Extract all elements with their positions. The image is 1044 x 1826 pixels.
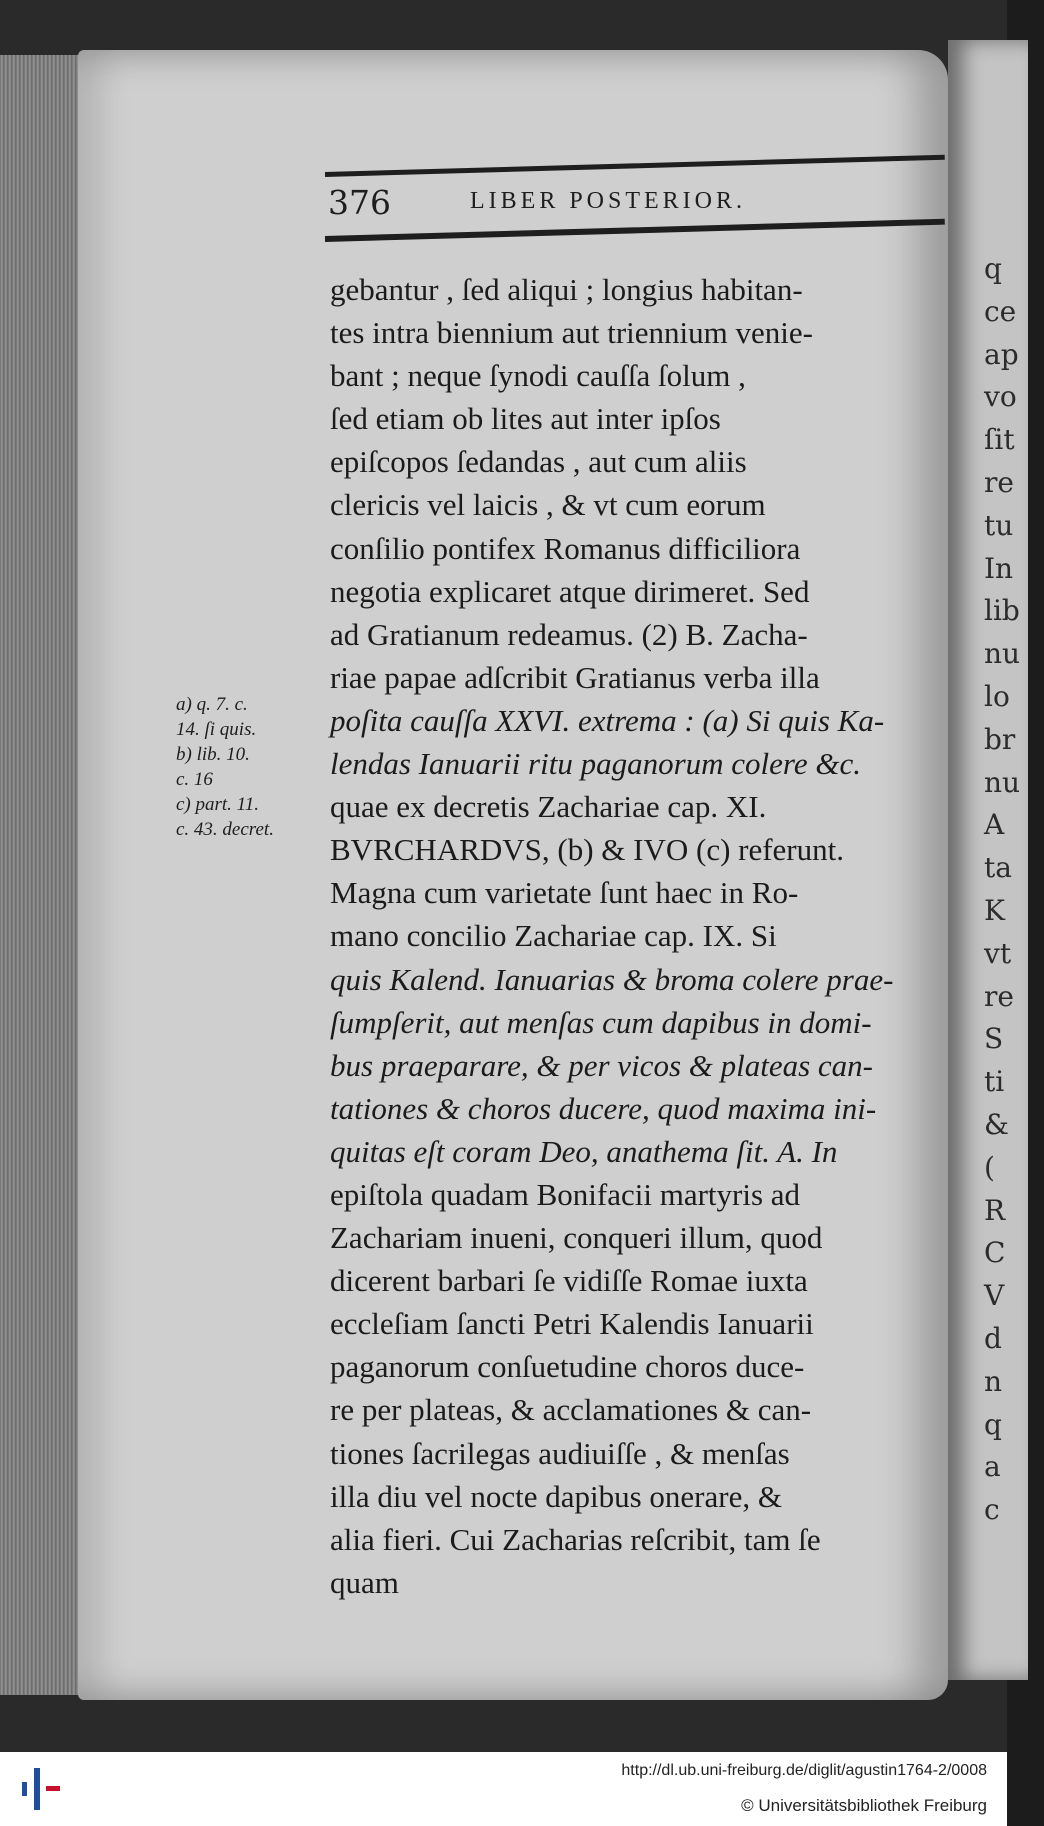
facing-page-fragment: ( xyxy=(984,1150,995,1184)
text-line: quam xyxy=(330,1564,399,1600)
viewer-footer xyxy=(0,1752,1007,1826)
text-line: tes intra biennium aut triennium venie- xyxy=(330,315,813,351)
text-line: clericis vel laicis , & vt cum eorum xyxy=(330,487,766,523)
text-line: quae ex decretis Zachariae cap. XI. xyxy=(330,789,767,825)
facing-page-fragment: d xyxy=(984,1322,1002,1355)
text-line: gebantur , ſed aliqui ; longius habitan- xyxy=(330,272,803,307)
facing-page-fragment: a xyxy=(984,1450,1001,1484)
facing-page-fragment: q xyxy=(984,252,1002,285)
margin-note: c. 43. decret. xyxy=(176,819,274,840)
text-line: ſed etiam ob lites aut inter ipſos xyxy=(330,401,721,437)
logo-bar-blue xyxy=(34,1768,40,1810)
facing-page-fragment: re xyxy=(984,466,1014,499)
facing-page-fragment: lo xyxy=(984,680,1010,713)
text-line: lendas Ianuarii ritu paganorum colere &c. xyxy=(330,746,861,782)
facing-page-fragment: ce xyxy=(984,294,1017,328)
facing-page-fragment: q xyxy=(984,1407,1002,1441)
facing-page-fragment: In xyxy=(984,551,1014,585)
permalink-url[interactable]: http://dl.ub.uni-freiburg.de/diglit/agustin1764-2/0008 xyxy=(621,1762,987,1779)
facing-page-fragment: S xyxy=(984,1022,1004,1056)
text-line: BVRCHARDVS, (b) & IVO (c) referunt. xyxy=(330,832,844,868)
text-line: ſumpſerit, aut menſas cum dapibus in domi- xyxy=(330,1004,872,1040)
library-logo-icon xyxy=(16,1764,66,1814)
text-line: epiſtola quadam Bonifacii martyris ad xyxy=(330,1176,801,1212)
text-line: quis Kalend. Ianuarias & broma colere prae- xyxy=(330,961,894,997)
text-line: negotia explicaret atque dirimeret. Sed xyxy=(330,573,810,609)
facing-page-fragment: lib xyxy=(984,594,1020,628)
copyright-notice: © Universitätsbibliothek Freiburg xyxy=(741,1796,987,1815)
facing-page-fragment: ti xyxy=(984,1065,1005,1099)
facing-page-fragment: ſit xyxy=(984,423,1015,457)
text-line: paganorum conſuetudine choros duce- xyxy=(330,1349,805,1385)
facing-page-fragment: R xyxy=(984,1193,1006,1227)
facing-page-fragment: nu xyxy=(984,637,1021,671)
facing-page-fragment: n xyxy=(984,1364,1003,1398)
text-line: bus praeparare, & per vicos & plateas can- xyxy=(330,1047,873,1083)
facing-page-fragment: & xyxy=(984,1108,1009,1141)
margin-notes xyxy=(176,692,326,842)
text-line: alia fieri. Cui Zacharias reſcribit, tam ſe xyxy=(330,1521,821,1557)
facing-page-fragment: ap xyxy=(984,337,1019,371)
margin-note: 14. ſi quis. xyxy=(176,719,257,740)
text-line: riae papae adſcribit Gratianus verba illa xyxy=(330,659,820,695)
margin-note: b) lib. 10. xyxy=(176,744,250,765)
text-line: bant ; neque ſynodi cauſſa ſolum , xyxy=(330,358,746,394)
text-line: ad Gratianum redeamus. (2) B. Zacha- xyxy=(330,616,808,652)
body-text xyxy=(330,268,945,1604)
text-line: quitas eſt coram Deo, anathema ſit. A. In xyxy=(330,1133,838,1169)
facing-page-fragment: A xyxy=(984,808,1005,842)
margin-note: c) part. 11. xyxy=(176,794,260,815)
text-line: illa diu vel nocte dapibus onerare, & xyxy=(330,1478,782,1514)
margin-note: a) q. 7. c. xyxy=(176,694,248,715)
logo-bar-red xyxy=(46,1786,60,1791)
text-line: tiones ſacrilegas audiuiſſe , & menſas xyxy=(330,1435,790,1471)
facing-page-fragment: br xyxy=(984,722,1016,756)
facing-page-fragment: re xyxy=(984,979,1014,1013)
book-page-edges xyxy=(0,55,80,1695)
facing-page-fragment: ta xyxy=(984,851,1012,885)
text-line: eccleſiam ſancti Petri Kalendis Ianuarii xyxy=(330,1306,814,1342)
facing-page-fragment: c xyxy=(984,1493,1000,1527)
facing-page-fragment: vo xyxy=(984,380,1017,414)
text-line: mano concilio Zachariae cap. IX. Si xyxy=(330,918,777,954)
facing-page-fragment: K xyxy=(984,894,1005,927)
facing-page-fragment: vt xyxy=(984,936,1012,970)
facing-page-fragment: nu xyxy=(984,765,1021,799)
text-line: conſilio pontifex Romanus difficiliora xyxy=(330,530,801,566)
facing-page xyxy=(948,40,1028,1680)
text-line: poſita cauſſa XXVI. extrema : (a) Si quis Ka- xyxy=(330,702,885,738)
facing-page-fragment: C xyxy=(984,1236,1006,1270)
text-line: re per plateas, & acclamationes & can- xyxy=(330,1392,812,1428)
text-line: Zachariam inueni, conqueri illum, quod xyxy=(330,1220,823,1256)
text-line: epiſcopos ſedandas , aut cum aliis xyxy=(330,444,747,480)
text-line: tationes & choros ducere, quod maxima ini- xyxy=(330,1090,877,1126)
running-title: LIBER POSTERIOR. xyxy=(470,188,747,214)
facing-page-fragment: V xyxy=(984,1279,1005,1313)
margin-note: c. 16 xyxy=(176,769,213,790)
text-line: dicerent barbari ſe vidiſſe Romae iuxta xyxy=(330,1263,808,1299)
logo-bar-small-blue xyxy=(22,1782,27,1796)
text-line: Magna cum varietate ſunt haec in Ro- xyxy=(330,875,799,911)
facing-page-fragment: tu xyxy=(984,508,1014,542)
page-number: 376 xyxy=(328,183,391,222)
